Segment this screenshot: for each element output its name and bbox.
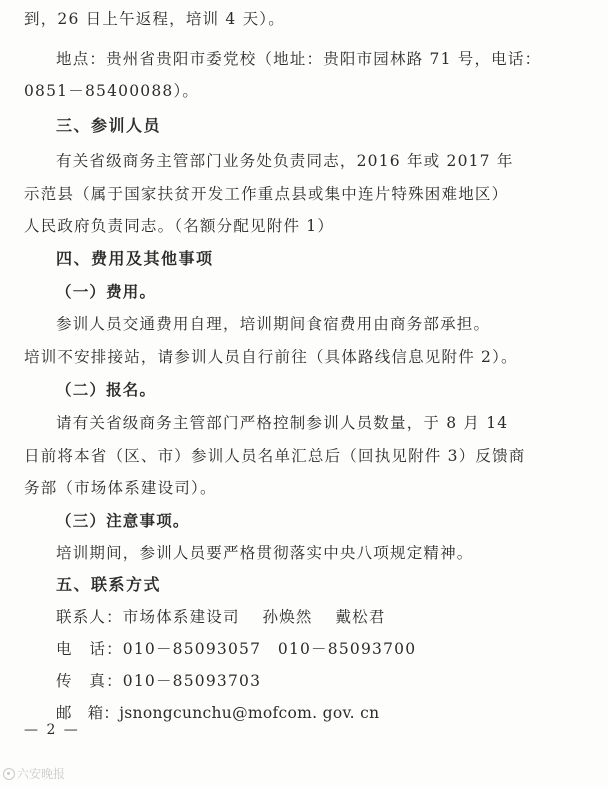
page-number: — 2 —: [24, 722, 80, 738]
text-line-registration-2: 日前将本省（区、市）参训人员名单汇总后（回执见附件 3）反馈商: [24, 447, 526, 465]
contact-fax: 传 真：010－85093703: [56, 672, 262, 690]
contact-email: 邮 箱：jsnongcunchu@mofcom. gov. cn: [56, 704, 380, 722]
section-heading-costs: 四、费用及其他事项: [56, 249, 214, 268]
contact-phone: 电 话：010－85093057 010－85093700: [56, 640, 417, 658]
section-heading-contact: 五、联系方式: [56, 575, 162, 594]
text-line-participants-1: 有关省级商务主管部门业务处负责同志，2016 年或 2017 年: [56, 152, 514, 170]
contact-person: 联系人：市场体系建设司 孙焕然 戴松君: [56, 608, 386, 626]
text-line-registration-1: 请有关省级商务主管部门严格控制参训人员数量，于 8 月 14: [56, 414, 509, 432]
text-line-participants-3: 人民政府负责同志。（名额分配见附件 1）: [24, 217, 335, 235]
watermark-text: 六安晚报: [17, 767, 66, 781]
text-line-location: 地点：贵州省贵阳市委党校（地址：贵阳市园林路 71 号，电话：: [56, 50, 542, 68]
text-line-registration-3: 务部（市场体系建设司）。: [24, 479, 217, 497]
subheading-registration: （二）报名。: [56, 380, 157, 399]
watermark-logo-icon: [3, 768, 15, 780]
subheading-notes: （三）注意事项。: [56, 511, 190, 530]
text-line-fees-2: 培训不安排接站，请参训人员自行前往（具体路线信息见附件 2）。: [24, 348, 518, 366]
text-line-return-date: 到，26 日上午返程，培训 4 天）。: [24, 10, 285, 28]
text-line-fees-1: 参训人员交通费用自理，培训期间食宿费用由商务部承担。: [56, 315, 491, 333]
text-line-phone: 0851－85400088）。: [24, 82, 200, 100]
text-line-participants-2: 示范县（属于国家扶贫开发工作重点县或集中连片特殊困难地区）: [24, 185, 509, 203]
section-heading-participants: 三、参训人员: [56, 116, 162, 135]
watermark: [3, 765, 65, 782]
subheading-fees: （一）费用。: [56, 282, 157, 301]
text-line-notes: 培训期间，参训人员要严格贯彻落实中央八项规定精神。: [56, 544, 474, 562]
